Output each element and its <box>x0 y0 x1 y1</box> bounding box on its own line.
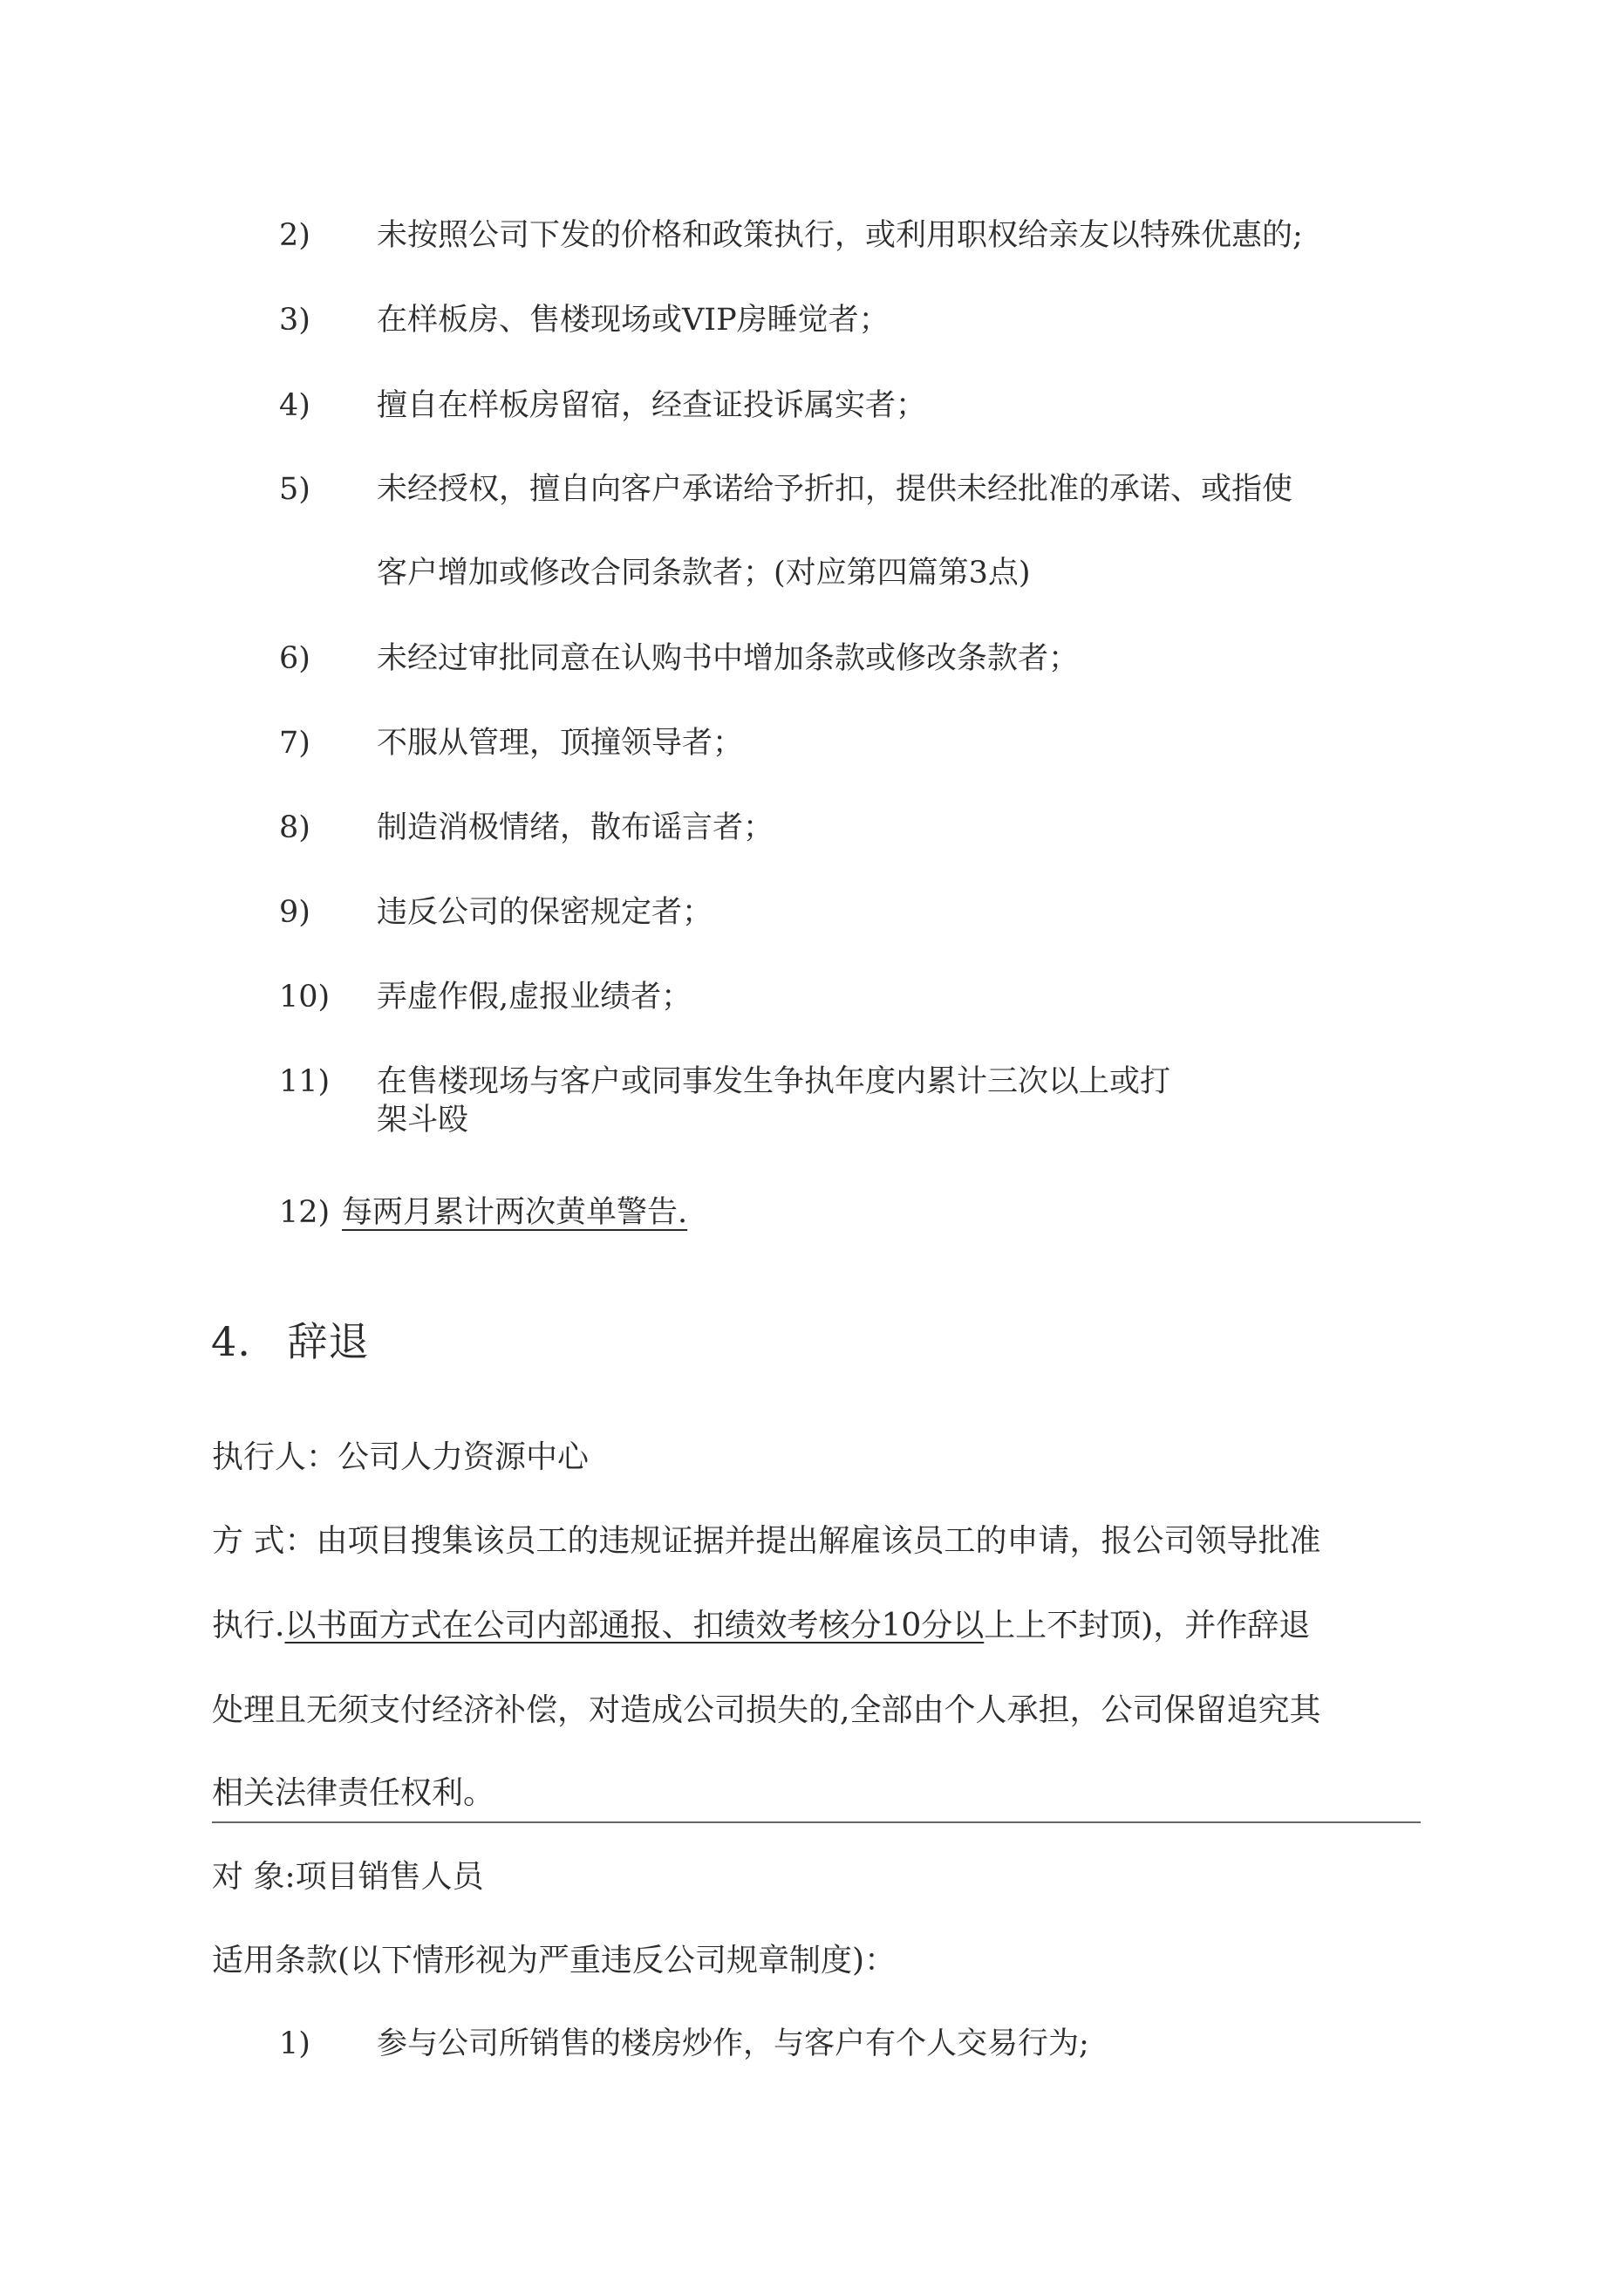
list-item-text: 未经过审批同意在认购书中增加条款或修改条款者； <box>377 641 1080 676</box>
divider-line <box>212 1821 1421 1823</box>
section-number: 4. <box>211 1318 251 1365</box>
method-line-2-start: 执行. <box>212 1608 285 1643</box>
list-item-number: 2) <box>279 218 310 253</box>
list-item-number: 3) <box>279 303 310 338</box>
list-item-number: 11) <box>279 1064 331 1099</box>
list-item-number: 8) <box>279 810 310 845</box>
clauses-intro: 适用条款(以下情形视为严重违反公司规章制度)： <box>212 1943 897 1978</box>
section-title-text: 辞退 <box>287 1318 370 1365</box>
list-item-number: 10) <box>279 980 331 1015</box>
list-item-text-line: 在售楼现场与客户或同事发生争执年度内累计三次以上或打 <box>377 1064 1171 1099</box>
list-item-text: 未按照公司下发的价格和政策执行，或利用职权给亲友以特殊优惠的; <box>377 218 1303 253</box>
method-line-1: 方 式：由项目搜集该员工的违规证据并提出解雇该员工的申请，报公司领导批准 <box>212 1523 1321 1559</box>
method-line-2-underlined: 以书面方式在公司内部通报、扣绩效考核分10分以 <box>284 1608 985 1643</box>
list-item-number: 9) <box>279 895 310 930</box>
list-item-text <box>377 1063 1449 1139</box>
list-item-text: 每两月累计两次黄单警告. <box>342 1195 688 1230</box>
list-item-text-line: 未经授权，擅自向客户承诺给予折扣，提供未经批准的承诺、或指使 <box>377 472 1293 507</box>
list-item-text: 不服从管理，顶撞领导者； <box>377 726 744 761</box>
list-item-text-line: 客户增加或修改合同条款者；(对应第四篇第3点) <box>377 556 1031 591</box>
list-item-text: 违反公司的保密规定者； <box>377 895 713 930</box>
list-item-text: 在样板房、售楼现场或VIP房睡觉者； <box>377 303 890 338</box>
list-item-number: 6) <box>279 641 310 676</box>
method-line-2-end: 上上不封顶)，并作辞退 <box>984 1608 1311 1643</box>
list-item-text: 弄虚作假,虚报业绩者； <box>377 980 692 1015</box>
list-item-number: 12) <box>279 1195 331 1230</box>
method-line-4: 相关法律责任权利。 <box>212 1775 495 1811</box>
list-item-number: 1) <box>279 2026 310 2061</box>
list-item-number: 7) <box>279 726 310 761</box>
executor-line: 执行人：公司人力资源中心 <box>212 1439 590 1475</box>
section-heading <box>211 1317 370 1366</box>
list-item-text: 擅自在样板房留宿，经查证投诉属实者； <box>377 388 927 423</box>
list-item-text <box>377 470 1449 592</box>
method-line-3: 处理且无须支付经济补偿，对造成公司损失的,全部由个人承担，公司保留追究其 <box>212 1692 1321 1728</box>
target-line: 对 象:项目销售人员 <box>212 1859 484 1895</box>
method-line-2 <box>212 1606 1424 1646</box>
list-item-number: 5) <box>279 472 310 507</box>
list-item-text: 制造消极情绪，散布谣言者； <box>377 810 774 845</box>
list-item-number: 4) <box>279 388 310 423</box>
list-item-text-line: 架斗殴 <box>377 1103 469 1138</box>
list-item-text: 参与公司所销售的楼房炒作，与客户有个人交易行为; <box>377 2026 1089 2061</box>
